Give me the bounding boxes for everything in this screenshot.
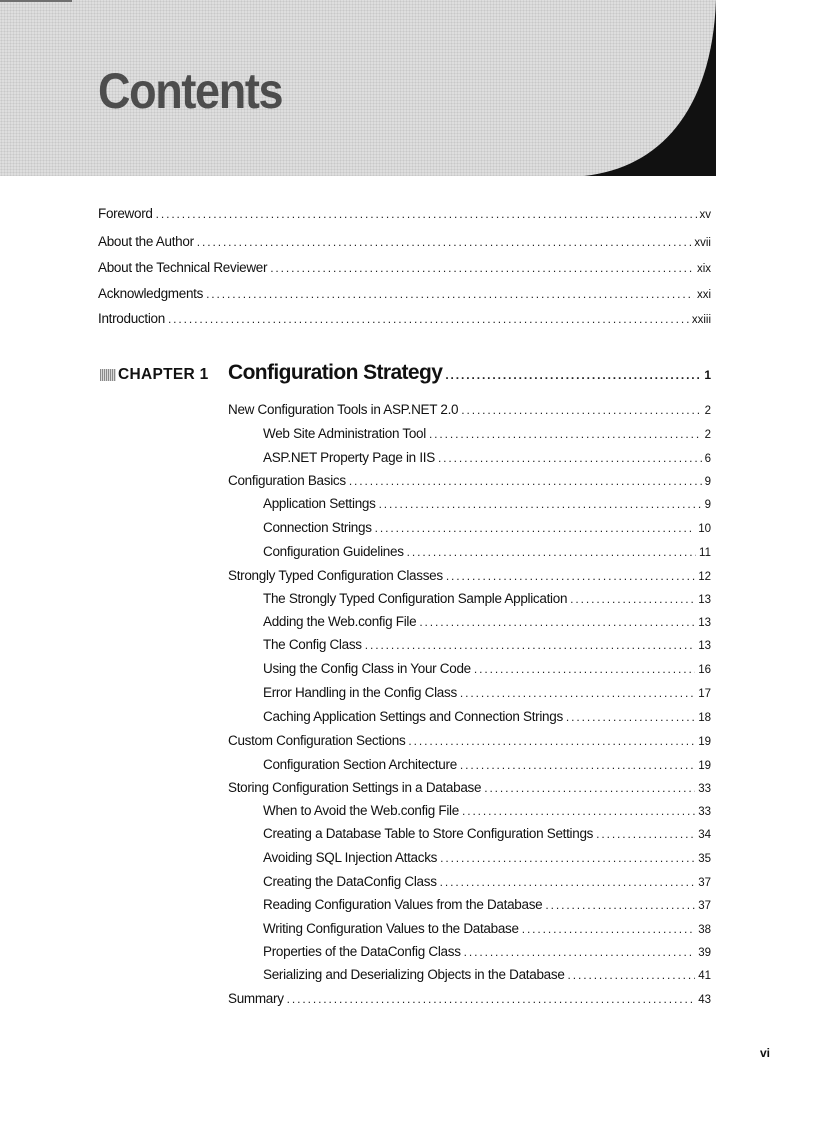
toc-entry-page: 17 <box>698 688 711 700</box>
toc-entry-page: 1 <box>704 368 711 382</box>
toc-entry[interactable] <box>228 733 711 748</box>
toc-entry-title: Web Site Administration Tool <box>263 426 426 441</box>
toc-entry-title: Configuration Guidelines <box>263 544 404 559</box>
toc-entry[interactable] <box>263 661 711 676</box>
toc-entry-foreword[interactable] <box>98 206 711 221</box>
toc-entry-page: 2 <box>704 405 711 417</box>
chapter-label-text: CHAPTER 1 <box>118 366 209 383</box>
toc-entry-title: About the Author <box>98 234 194 249</box>
toc-entry-page: xix <box>696 263 711 275</box>
toc-entry-title: Foreword <box>98 206 153 221</box>
toc-entry[interactable] <box>263 967 711 982</box>
toc-entry-title: The Strongly Typed Configuration Sample Application <box>263 591 568 606</box>
toc-entry[interactable] <box>263 591 711 606</box>
toc-entry[interactable] <box>263 614 711 629</box>
toc-entry-title: Summary <box>228 991 284 1006</box>
toc-entry-page: 19 <box>698 760 711 772</box>
toc-entry-page: 41 <box>698 970 711 982</box>
toc-entry-about-reviewer[interactable] <box>98 260 711 275</box>
toc-entry-title: Creating a Database Table to Store Configuration Settings <box>263 826 594 841</box>
toc-entry[interactable] <box>263 544 711 559</box>
toc-entry-about-author[interactable] <box>98 234 711 249</box>
toc-entry-page: 43 <box>698 994 711 1006</box>
toc-entry-page: 37 <box>698 900 711 912</box>
toc-entry-page: 13 <box>698 617 711 629</box>
toc-entry[interactable] <box>228 402 711 417</box>
toc-entry[interactable] <box>263 826 711 841</box>
toc-entry[interactable] <box>263 450 711 465</box>
toc-entry-page: xxiii <box>691 314 711 326</box>
toc-entry-title: Avoiding SQL Injection Attacks <box>263 850 438 865</box>
chapter-marker-icon <box>100 369 116 381</box>
toc-entry[interactable] <box>263 944 711 959</box>
toc-entry-page: xxi <box>696 289 711 301</box>
toc-entry-title: When to Avoid the Web.config File <box>263 803 459 818</box>
toc-entry-title: Strongly Typed Configuration Classes <box>228 568 443 583</box>
toc-entry-title: Writing Configuration Values to the Database <box>263 921 519 936</box>
toc-entry[interactable] <box>228 991 711 1006</box>
toc-entry-page: 16 <box>698 664 711 676</box>
toc-entry-title: ASP.NET Property Page in IIS <box>263 450 435 465</box>
toc-entry-title: Configuration Strategy <box>228 361 443 384</box>
toc-entry-page: 34 <box>698 829 711 841</box>
toc-entry[interactable] <box>263 426 711 441</box>
toc-entry-title: Storing Configuration Settings in a Database <box>228 780 482 795</box>
toc-entry-title: Reading Configuration Values from the Database <box>263 897 543 912</box>
toc-entry-title: About the Technical Reviewer <box>98 260 268 275</box>
toc-entry-title: New Configuration Tools in ASP.NET 2.0 <box>228 402 459 417</box>
toc-entry[interactable] <box>263 709 711 724</box>
toc-entry[interactable] <box>263 921 711 936</box>
toc-entry-title: Configuration Basics <box>228 473 346 488</box>
toc-entry[interactable] <box>263 520 711 535</box>
toc-entry-title: Creating the DataConfig Class <box>263 874 437 889</box>
toc-entry[interactable] <box>228 780 711 795</box>
toc-entry[interactable] <box>263 637 711 652</box>
toc-entry[interactable] <box>263 685 711 700</box>
toc-entry-title: Serializing and Deserializing Objects in the Database <box>263 967 565 982</box>
toc-entry-page: 13 <box>698 640 711 652</box>
toc-entry[interactable] <box>263 850 711 865</box>
toc-entry-page: 6 <box>704 453 711 465</box>
toc-entry-page: 39 <box>698 947 711 959</box>
toc-entry-page: 33 <box>698 806 711 818</box>
toc-entry-page: 10 <box>698 523 711 535</box>
toc-entry-title: The Config Class <box>263 637 362 652</box>
toc-entry-page: 37 <box>698 877 711 889</box>
toc-entry-title: Acknowledgments <box>98 286 204 301</box>
toc-entry-page: 12 <box>698 571 711 583</box>
toc-entry-page: 9 <box>704 499 711 511</box>
toc-entry-page: 2 <box>704 429 711 441</box>
toc-entry[interactable] <box>263 757 711 772</box>
toc-entry-title: Application Settings <box>263 496 376 511</box>
toc-entry-page: 33 <box>698 783 711 795</box>
toc-entry-introduction[interactable] <box>98 311 711 326</box>
toc-entry-page: xv <box>699 209 711 221</box>
toc-entry[interactable] <box>263 803 711 818</box>
toc-entry[interactable] <box>228 568 711 583</box>
toc-entry-title: Properties of the DataConfig Class <box>263 944 461 959</box>
toc-entry-page: 19 <box>698 736 711 748</box>
toc-entry-acknowledgments[interactable] <box>98 286 711 301</box>
toc-chapter-title[interactable] <box>228 361 711 385</box>
toc-entry[interactable] <box>263 874 711 889</box>
chapter-label <box>100 366 209 384</box>
toc-entry-page: 11 <box>699 547 711 559</box>
toc-entry-page: 38 <box>698 924 711 936</box>
toc-entry-title: Introduction <box>98 311 165 326</box>
toc-entry-page: 13 <box>698 594 711 606</box>
toc-entry-title: Caching Application Settings and Connection Strings <box>263 709 563 724</box>
toc-entry-title: Custom Configuration Sections <box>228 733 406 748</box>
toc-entry[interactable] <box>228 473 711 488</box>
toc-entry-page: 9 <box>704 476 711 488</box>
toc-entry-page: 18 <box>698 712 711 724</box>
toc-entry-title: Configuration Section Architecture <box>263 757 457 772</box>
page-title: Contents <box>98 63 283 119</box>
toc-entry[interactable] <box>263 897 711 912</box>
toc-entry-title: Connection Strings <box>263 520 372 535</box>
toc-entry-page: 35 <box>698 853 711 865</box>
toc-entry-title: Error Handling in the Config Class <box>263 685 457 700</box>
toc-entry[interactable] <box>263 496 711 511</box>
toc-entry-page: xvii <box>694 237 711 249</box>
toc-entry-title: Using the Config Class in Your Code <box>263 661 471 676</box>
page-number: vi <box>760 1046 771 1060</box>
toc-entry-title: Adding the Web.config File <box>263 614 417 629</box>
